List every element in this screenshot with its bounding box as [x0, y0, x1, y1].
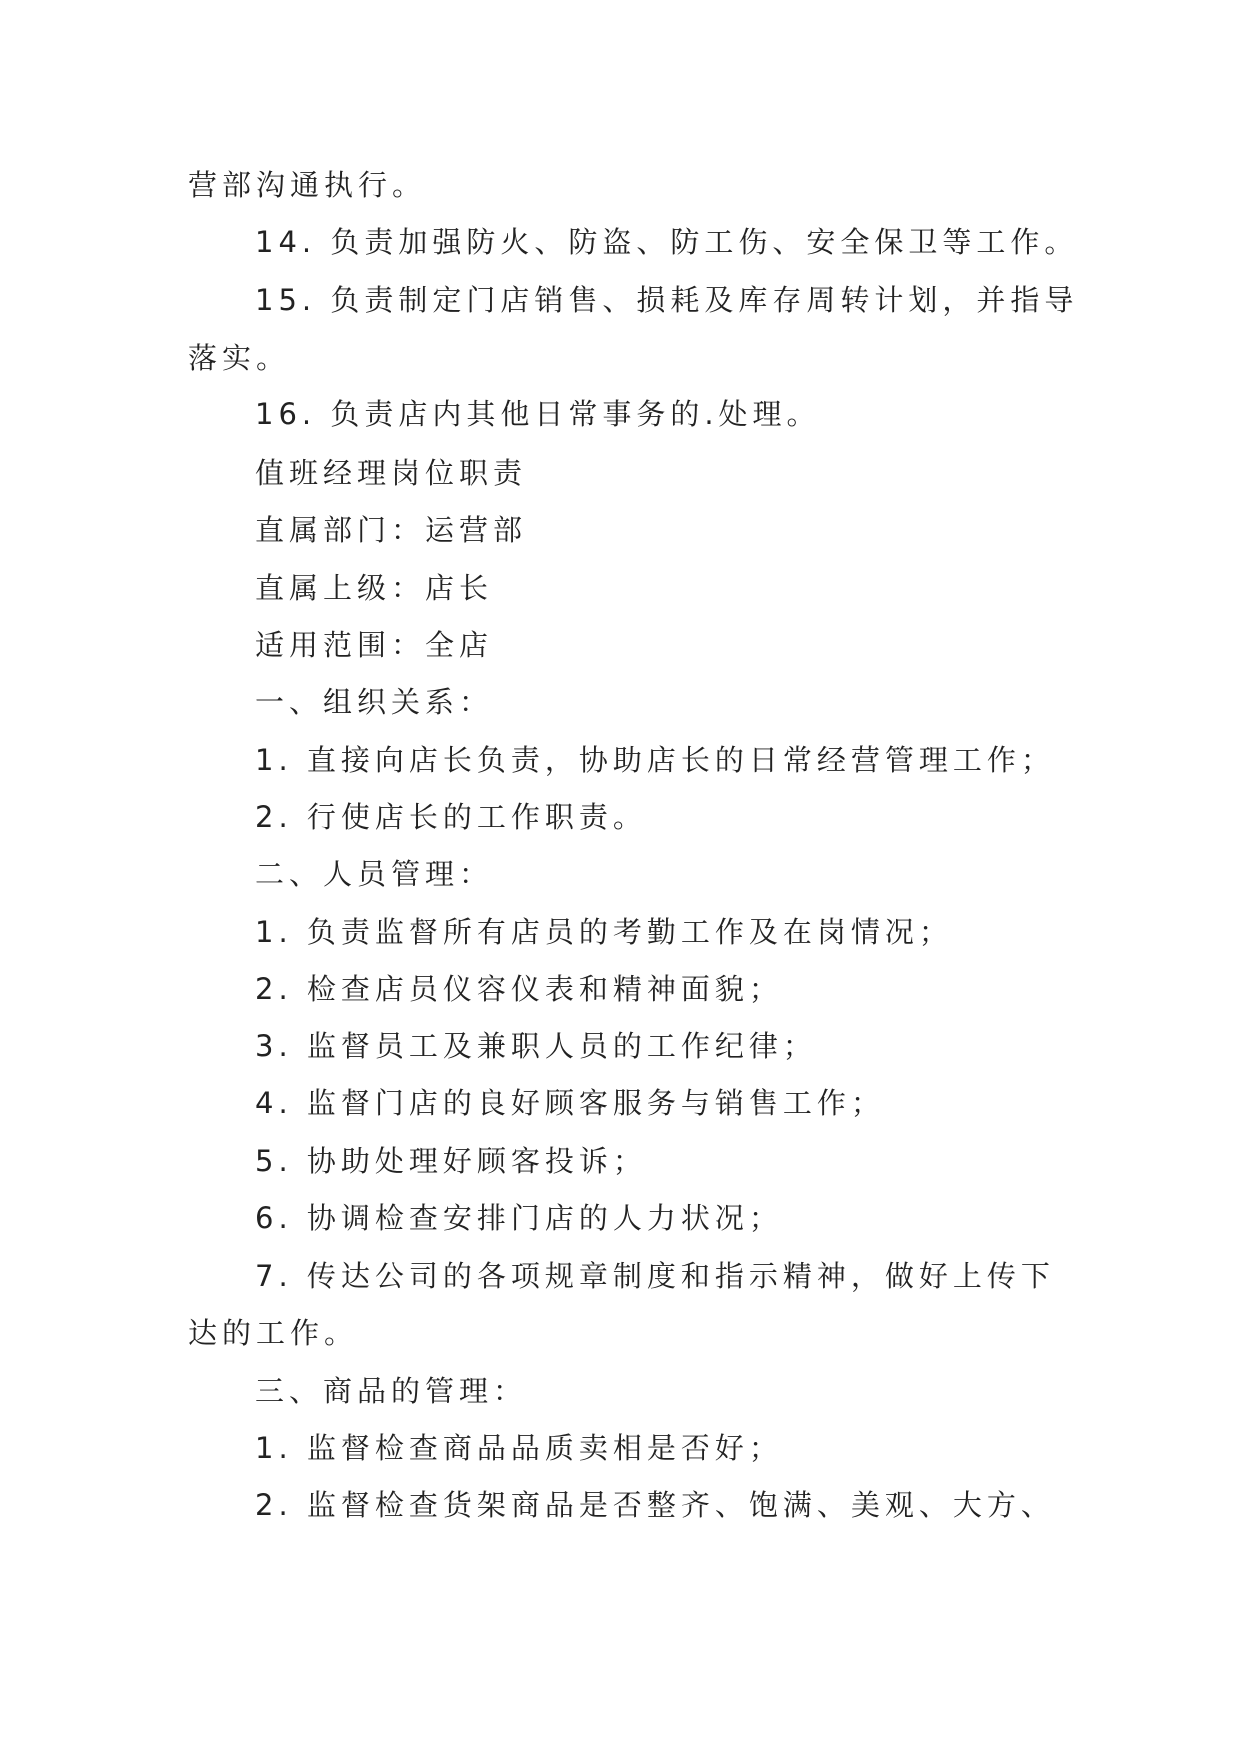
text-line-continuation: 达的工作。 — [188, 1316, 359, 1350]
section-title: 值班经理岗位职责 — [255, 456, 528, 490]
list-item: 1. 监督检查商品品质卖相是否好； — [255, 1431, 783, 1465]
list-item: 2. 行使店长的工作职责。 — [255, 800, 647, 834]
list-item: 6. 协调检查安排门店的人力状况； — [255, 1201, 783, 1235]
list-item-16: 16. 负责店内其他日常事务的.处理。 — [255, 397, 821, 431]
list-item: 3. 监督员工及兼职人员的工作纪律； — [255, 1029, 817, 1063]
section-heading: 二、人员管理： — [255, 857, 494, 891]
list-item: 2. 监督检查货架商品是否整齐、饱满、美观、大方、 — [255, 1488, 1055, 1522]
list-item-14: 14. 负责加强防火、防盗、防工伤、安全保卫等工作。 — [255, 225, 1079, 259]
list-item: 5. 协助处理好顾客投诉； — [255, 1144, 647, 1178]
list-item: 7. 传达公司的各项规章制度和指示精神，做好上传下 — [255, 1259, 1055, 1293]
supervisor-line: 直属上级：店长 — [255, 571, 494, 605]
department-line: 直属部门：运营部 — [255, 513, 528, 547]
section-heading: 三、商品的管理： — [255, 1374, 528, 1408]
scope-line: 适用范围：全店 — [255, 628, 494, 662]
text-line-continuation: 营部沟通执行。 — [188, 168, 427, 202]
section-heading: 一、组织关系： — [255, 685, 494, 719]
text-line-continuation: 落实。 — [188, 341, 291, 375]
list-item-15: 15. 负责制定门店销售、损耗及库存周转计划，并指导 — [255, 283, 1079, 317]
list-item: 2. 检查店员仪容仪表和精神面貌； — [255, 972, 783, 1006]
list-item: 1. 负责监督所有店员的考勤工作及在岗情况； — [255, 915, 953, 949]
list-item: 1. 直接向店长负责，协助店长的日常经营管理工作； — [255, 743, 1055, 777]
list-item: 4. 监督门店的良好顾客服务与销售工作； — [255, 1086, 885, 1120]
